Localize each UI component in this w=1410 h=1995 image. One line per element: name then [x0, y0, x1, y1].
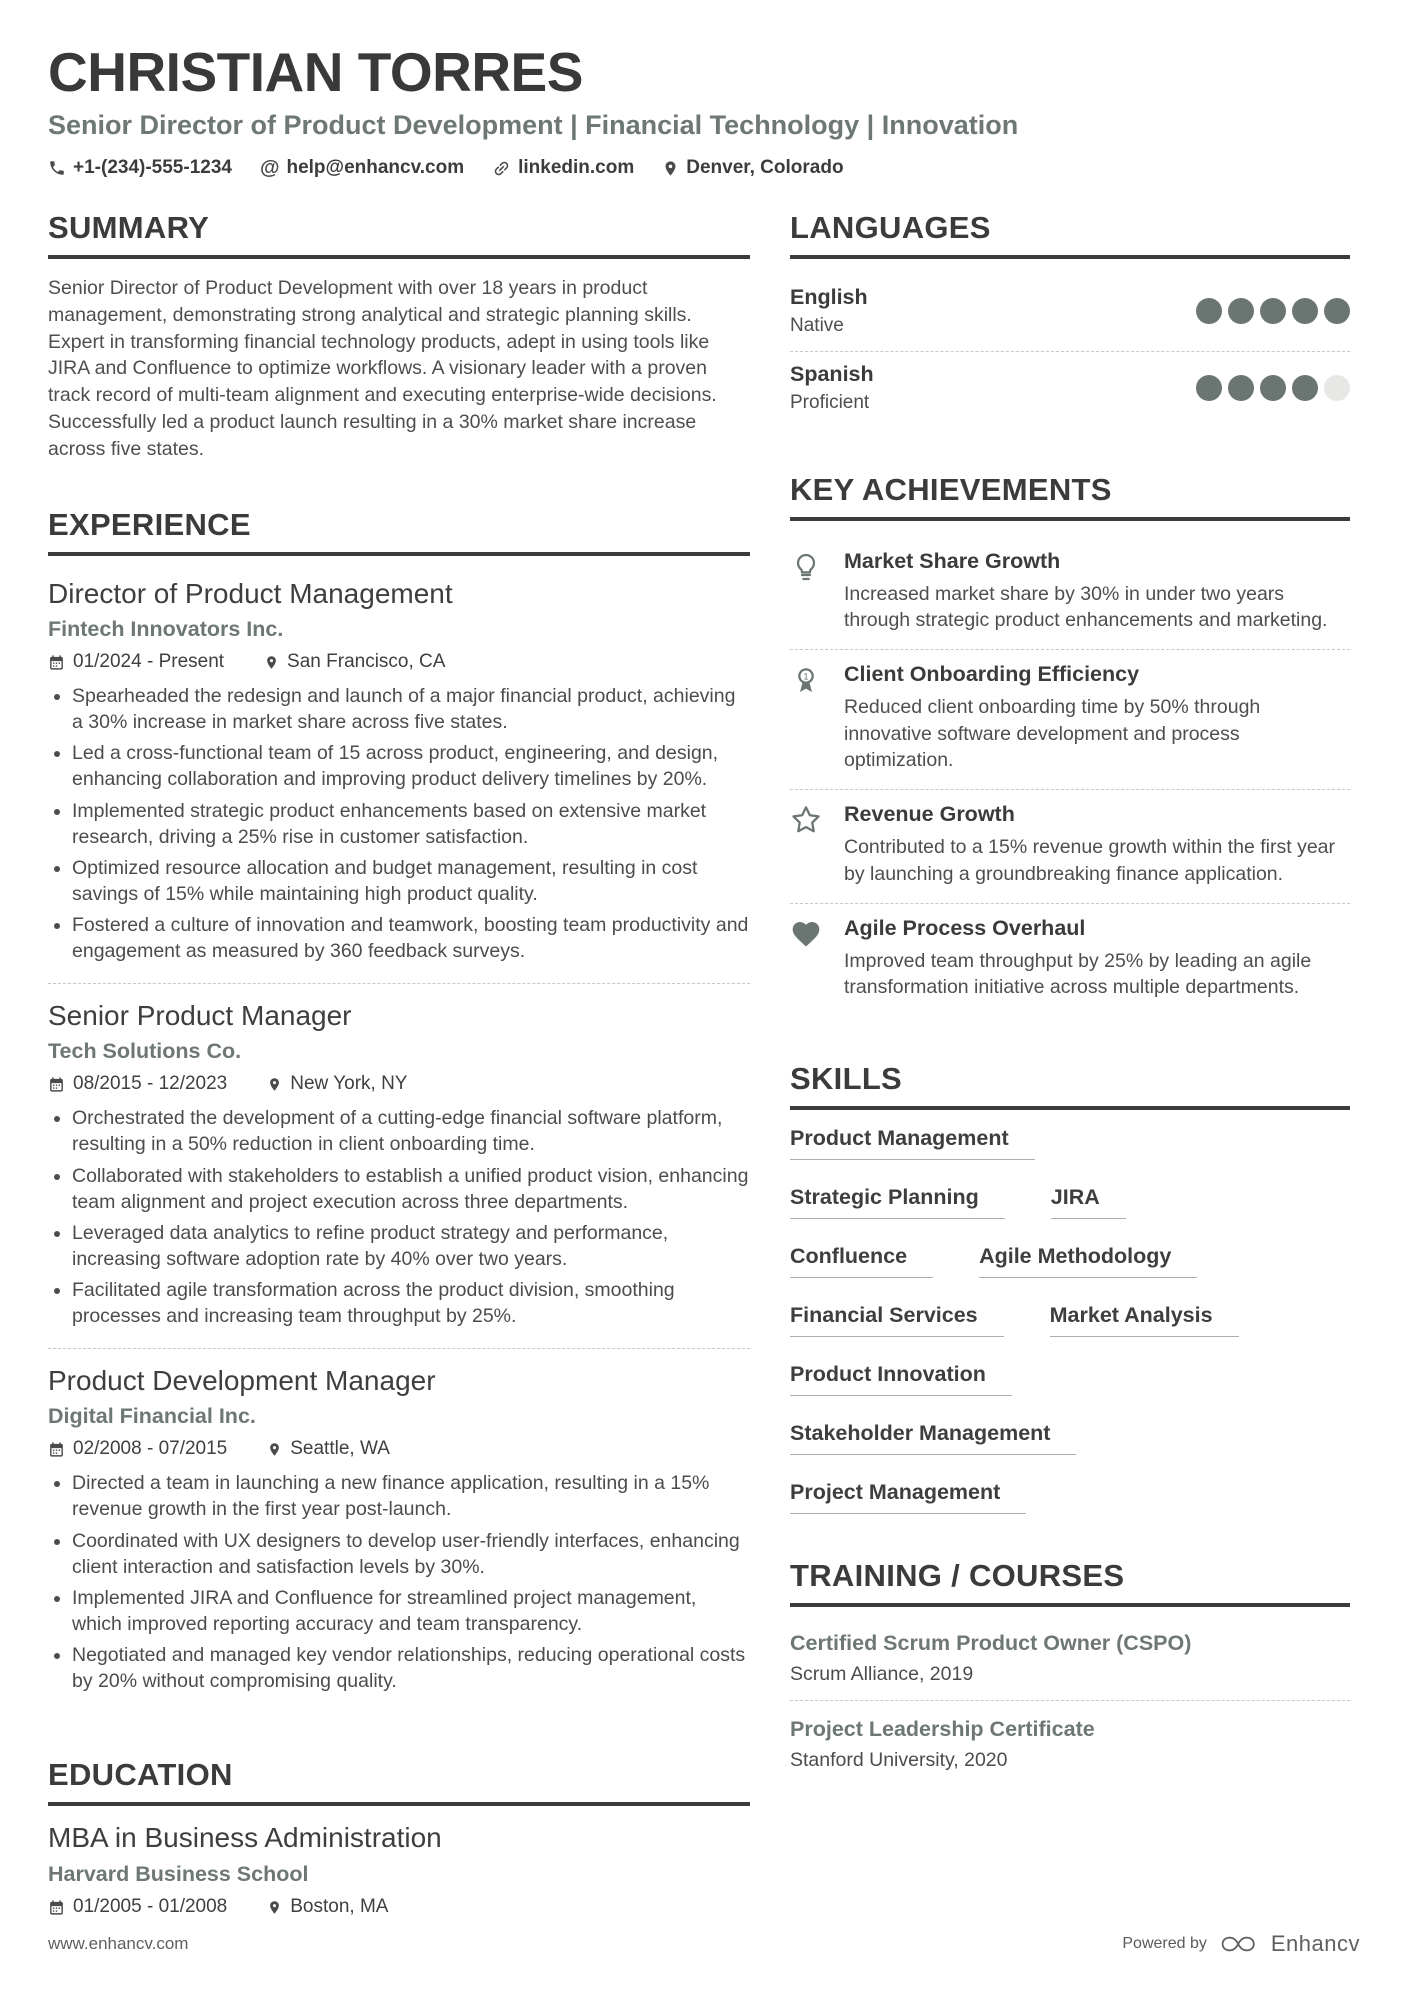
achievements-heading: KEY ACHIEVEMENTS	[790, 472, 1350, 521]
content-columns	[0, 180, 1410, 1919]
calendar-icon	[48, 1899, 65, 1916]
summary-text: Senior Director of Product Development with over 18 years in product management, demonstrating strong analytical and strategic planning skills. Expert in transforming financial technology products, adept in using tools like JIRA and Confluence to optimize workflows. A visionary leader with a proven track record of multi-team alignment and executing enterprise-wide decisions. Successfully led a product launch resulting in a 30% market share increase across five states.	[48, 276, 717, 461]
training-section	[790, 1558, 1350, 1786]
enhancv-brand-text: Enhancv	[1270, 1931, 1360, 1956]
education-dates-text: 01/2005 - 01/2008	[73, 1896, 228, 1918]
link-icon	[492, 159, 511, 178]
proficiency-dot	[1196, 375, 1222, 401]
job-meta	[48, 651, 750, 673]
svg-text:1: 1	[803, 671, 809, 682]
training-heading: TRAINING / COURSES	[790, 1558, 1350, 1607]
skill-item: JIRA	[1051, 1185, 1126, 1219]
lightbulb-icon	[790, 549, 838, 634]
achievement-title: Client Onboarding Efficiency	[844, 662, 1140, 687]
job-location	[264, 651, 445, 673]
language-level: Native	[790, 314, 844, 336]
powered-by[interactable]	[1122, 1931, 1360, 1957]
enhancv-logo-icon	[1219, 1932, 1259, 1956]
skill-row	[790, 1303, 1350, 1337]
bullet-item: • Led a cross-functional team of 15 across product, engineering, and design, enhancing collaboration and improving product delivery timelines by 20%.	[72, 740, 750, 792]
skill-row	[790, 1244, 1350, 1278]
proficiency-dot	[1228, 298, 1254, 324]
course-item	[790, 1623, 1350, 1701]
language-text	[790, 362, 874, 414]
bullet-item: • Collaborated with stakeholders to establish a unified product vision, enhancing team alignment and project execution across three departments.	[72, 1163, 750, 1215]
achievement-text: Reduced client onboarding time by 50% through innovative software development and process optimization.	[844, 696, 1261, 771]
contact-location-text: Denver, Colorado	[686, 157, 844, 179]
achievement-text: Contributed to a 15% revenue growth within the first year by launching a groundbreaking finance application.	[844, 836, 1336, 885]
header	[0, 0, 1410, 180]
language-name: Spanish	[790, 361, 874, 386]
education-school: Harvard Business School	[48, 1862, 309, 1887]
powered-by-label: Powered by	[1122, 1935, 1207, 1952]
job-dates-text: 08/2015 - 12/2023	[73, 1073, 228, 1095]
education-meta	[48, 1896, 750, 1918]
achievement-text: Increased market share by 30% in under two years through strategic product enhancements and marketing.	[844, 582, 1328, 632]
bullet-item: • Directed a team in launching a new finance application, resulting in a 15% revenue growth in the first year post-launch.	[72, 1470, 750, 1522]
job-meta	[48, 1073, 750, 1095]
skill-item: Confluence	[790, 1244, 933, 1278]
skill-item: Stakeholder Management	[790, 1421, 1076, 1455]
contact-email-text: help@enhancv.com	[286, 157, 465, 179]
course-org: Scrum Alliance, 2019	[790, 1662, 974, 1685]
education-section	[48, 1757, 750, 1918]
job-bullets	[48, 683, 750, 964]
bullet-item: • Leveraged data analytics to refine product strategy and performance, increasing software adoption rate by 40% over two years.	[72, 1220, 750, 1272]
phone-icon	[48, 159, 66, 177]
education-heading: EDUCATION	[48, 1757, 750, 1806]
achievement-title: Revenue Growth	[844, 802, 1015, 827]
bullet-item: • Coordinated with UX designers to develop user-friendly interfaces, enhancing client interaction and satisfaction levels by 30%.	[72, 1528, 750, 1580]
job-bullets	[48, 1105, 750, 1329]
bullet-item: • Fostered a culture of innovation and teamwork, boosting team productivity and engagement as measured by 360 feedback surveys.	[72, 912, 750, 964]
location-icon	[267, 1900, 282, 1915]
skill-row	[790, 1126, 1350, 1160]
job-dates-text: 01/2024 - Present	[73, 651, 225, 673]
location-icon	[662, 160, 679, 177]
skill-row	[790, 1362, 1350, 1396]
job-dates-text: 02/2008 - 07/2015	[73, 1438, 228, 1460]
education-degree: MBA in Business Administration	[48, 1822, 442, 1854]
contact-location	[662, 157, 843, 179]
right-column	[790, 210, 1350, 1919]
contact-phone-text: +1-(234)-555-1234	[73, 157, 232, 179]
experience-heading: EXPERIENCE	[48, 507, 750, 556]
job-bullets	[48, 1470, 750, 1694]
skill-row	[790, 1421, 1350, 1455]
contact-linkedin-text: linkedin.com	[518, 157, 635, 179]
skill-item: Market Analysis	[1050, 1303, 1239, 1337]
job-location-text: New York, NY	[290, 1073, 408, 1095]
job-entry	[48, 572, 750, 984]
skill-item: Project Management	[790, 1480, 1026, 1514]
job-company: Fintech Innovators Inc.	[48, 617, 284, 642]
proficiency-dot	[1292, 375, 1318, 401]
left-column	[48, 210, 750, 1919]
contact-row	[48, 157, 1350, 180]
location-icon	[267, 1442, 282, 1457]
achievement-title: Agile Process Overhaul	[844, 915, 1086, 940]
heart-icon	[790, 916, 838, 1001]
bullet-item: • Optimized resource allocation and budget management, resulting in cost savings of 15% while maintaining high product quality.	[72, 855, 750, 907]
job-dates	[48, 1438, 227, 1460]
contact-email[interactable]	[260, 157, 464, 180]
proficiency-dot	[1228, 375, 1254, 401]
skill-item: Strategic Planning	[790, 1185, 1005, 1219]
achievement-body	[844, 802, 1350, 887]
skill-item: Product Innovation	[790, 1362, 1012, 1396]
bullet-item: • Implemented JIRA and Confluence for streamlined project management, which improved reporting accuracy and team transparency.	[72, 1585, 750, 1637]
location-icon	[267, 1077, 282, 1092]
footer	[48, 1931, 1360, 1957]
achievements-section	[790, 472, 1350, 1017]
job-location	[267, 1438, 390, 1460]
job-entry	[48, 994, 750, 1349]
proficiency-dot	[1324, 375, 1350, 401]
course-title: Certified Scrum Product Owner (CSPO)	[790, 1630, 1192, 1655]
language-name: English	[790, 284, 868, 309]
skill-row	[790, 1185, 1350, 1219]
achievement-item	[790, 537, 1350, 651]
job-meta	[48, 1438, 750, 1460]
languages-heading: LANGUAGES	[790, 210, 1350, 259]
medal-icon	[790, 662, 838, 773]
bullet-item: • Spearheaded the redesign and launch of a major financial product, achieving a 30% increase in market share across five states.	[72, 683, 750, 735]
footer-site-link[interactable]: www.enhancv.com	[48, 1934, 189, 1953]
calendar-icon	[48, 1441, 65, 1458]
experience-section	[48, 507, 750, 1713]
person-headline: Senior Director of Product Development | Financial Technology | Innovation	[48, 109, 1019, 140]
proficiency-dot	[1196, 298, 1222, 324]
skills-section	[790, 1061, 1350, 1514]
job-title: Senior Product Manager	[48, 1000, 352, 1032]
achievement-body	[844, 549, 1350, 634]
job-company: Digital Financial Inc.	[48, 1404, 256, 1429]
job-entry	[48, 1359, 750, 1713]
star-icon	[790, 802, 838, 887]
proficiency-dot	[1324, 298, 1350, 324]
course-org: Stanford University, 2020	[790, 1748, 1008, 1771]
education-dates	[48, 1896, 227, 1918]
job-location	[267, 1073, 407, 1095]
proficiency-dot	[1260, 375, 1286, 401]
summary-section	[48, 210, 750, 463]
contact-linkedin[interactable]	[492, 157, 634, 179]
bullet-item: • Negotiated and managed key vendor relationships, reducing operational costs by 20% without compromising quality.	[72, 1642, 750, 1694]
language-proficiency-dots	[1196, 375, 1350, 401]
bullet-item: • Implemented strategic product enhancements based on extensive market research, driving a 25% rise in customer satisfaction.	[72, 798, 750, 850]
language-text	[790, 285, 868, 337]
proficiency-dot	[1260, 298, 1286, 324]
achievement-body	[844, 916, 1350, 1001]
course-title: Project Leadership Certificate	[790, 1716, 1095, 1741]
language-proficiency-dots	[1196, 298, 1350, 324]
achievement-body	[844, 662, 1350, 773]
proficiency-dot	[1292, 298, 1318, 324]
course-item	[790, 1709, 1350, 1786]
job-dates	[48, 651, 224, 673]
language-level: Proficient	[790, 391, 870, 413]
skill-item: Financial Services	[790, 1303, 1004, 1337]
job-location-text: San Francisco, CA	[287, 651, 446, 673]
job-location-text: Seattle, WA	[290, 1438, 390, 1460]
achievement-item	[790, 904, 1350, 1017]
achievement-item	[790, 790, 1350, 904]
job-company: Tech Solutions Co.	[48, 1039, 242, 1064]
person-name: CHRISTIAN TORRES	[48, 41, 583, 103]
skill-item: Agile Methodology	[979, 1244, 1197, 1278]
job-title: Product Development Manager	[48, 1365, 436, 1397]
email-icon: @	[259, 156, 280, 179]
skills-heading: SKILLS	[790, 1061, 1350, 1110]
skill-item: Product Management	[790, 1126, 1035, 1160]
language-item	[790, 275, 1350, 352]
language-item	[790, 352, 1350, 428]
calendar-icon	[48, 654, 65, 671]
summary-heading: SUMMARY	[48, 210, 750, 259]
contact-phone[interactable]	[48, 157, 232, 179]
job-dates	[48, 1073, 227, 1095]
skill-row	[790, 1480, 1350, 1514]
achievement-item	[790, 650, 1350, 790]
education-location	[267, 1896, 388, 1918]
bullet-item: • Facilitated agile transformation across the product division, smoothing processes and increasing team throughput by 25%.	[72, 1277, 750, 1329]
job-title: Director of Product Management	[48, 578, 453, 610]
calendar-icon	[48, 1076, 65, 1093]
bullet-item: • Orchestrated the development of a cutting-edge financial software platform, resulting in a 50% reduction in client onboarding time.	[72, 1105, 750, 1157]
education-location-text: Boston, MA	[290, 1896, 389, 1918]
languages-section	[790, 210, 1350, 428]
achievement-text: Improved team throughput by 25% by leading an agile transformation initiative across multiple departments.	[844, 949, 1312, 999]
location-icon	[264, 655, 279, 670]
achievement-title: Market Share Growth	[844, 548, 1061, 573]
